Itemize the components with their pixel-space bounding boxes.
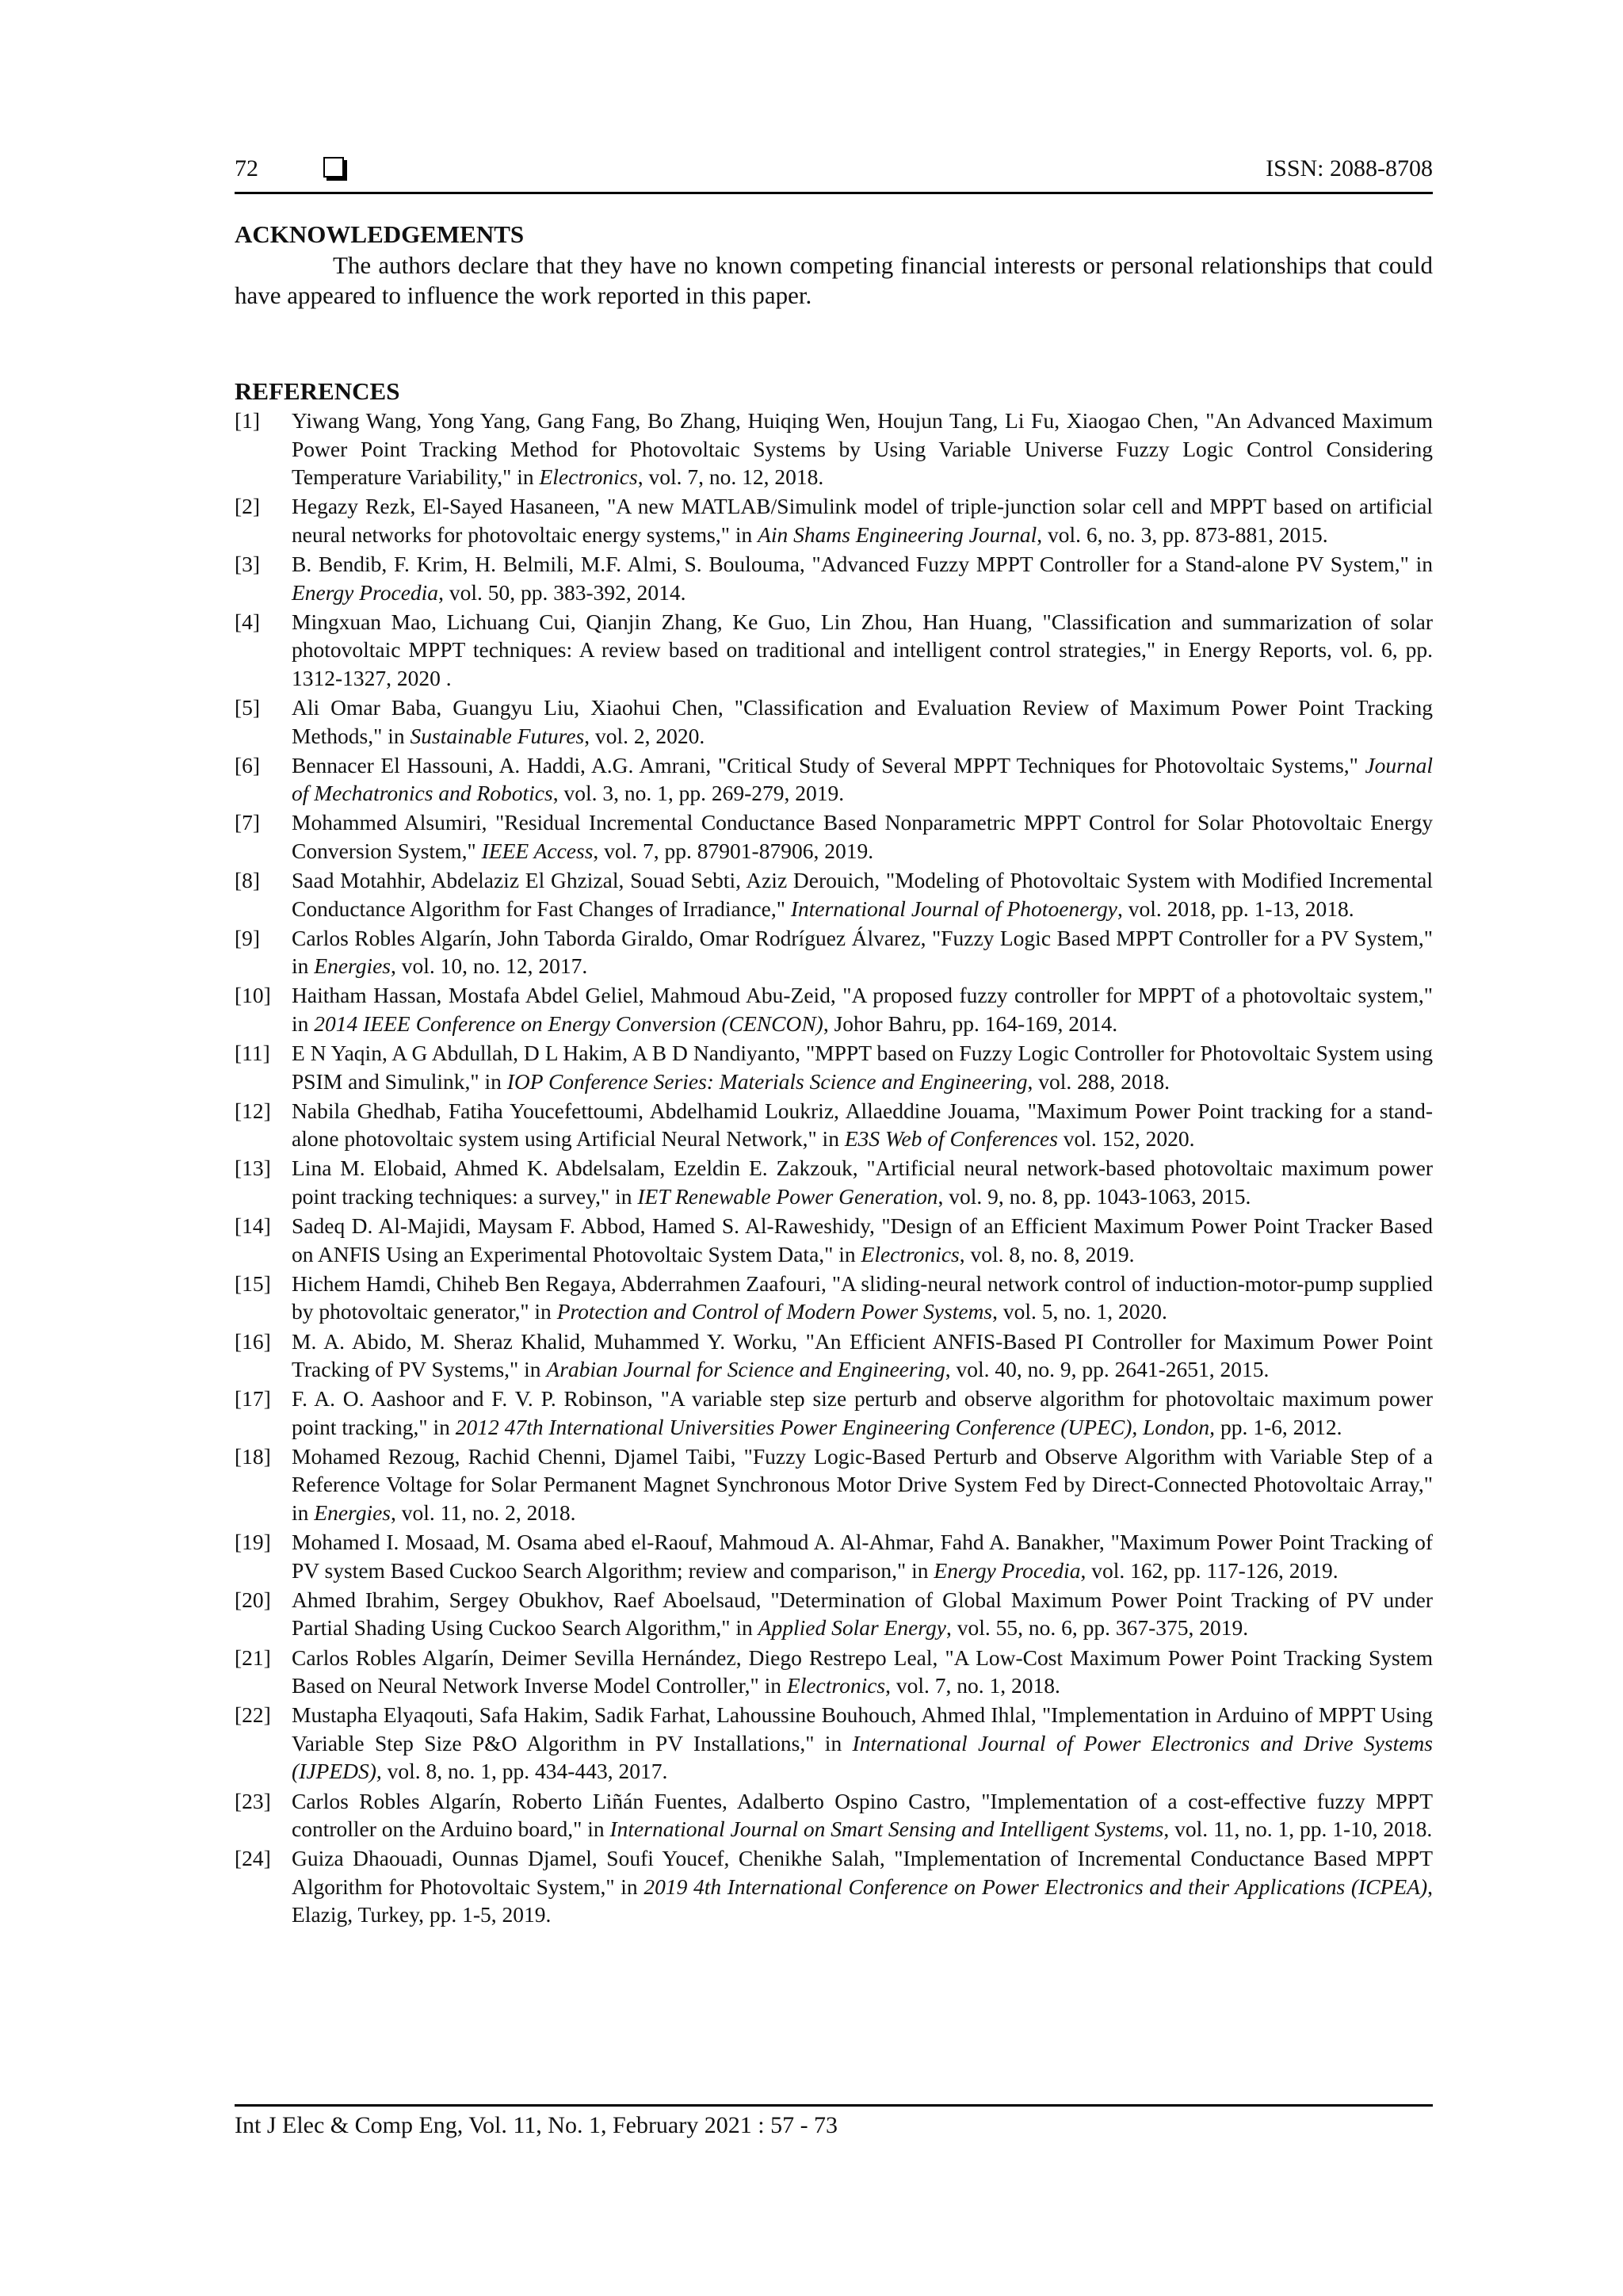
- reference-details: , Johor Bahru, pp. 164-169, 2014.: [823, 1010, 1118, 1036]
- reference-details: , vol. 2018, pp. 1-13, 2018.: [1117, 896, 1354, 921]
- reference-item: [235, 693, 1433, 750]
- reference-authors-title: Sadeq D. Al-Majidi, Maysam F. Abbod, Hamed S. Al-Raweshidy, "Design of an Efficient Maximum Power Point Tracker Based on ANFIS Using an Experimental Photovoltaic System Data," in: [292, 1213, 1433, 1266]
- reference-text: [292, 1787, 1433, 1843]
- reference-venue: Journal of Mechatronics and Robotics: [292, 752, 1433, 806]
- reference-venue: Electronics: [786, 1673, 886, 1698]
- reference-text: [292, 1586, 1433, 1642]
- reference-number: [10]: [235, 983, 271, 1008]
- reference-venue: Sustainable Futures: [410, 723, 585, 748]
- reference-details: , vol. 9, no. 8, pp. 1043-1063, 2015.: [938, 1184, 1251, 1209]
- reference-text: [292, 407, 1433, 491]
- reference-venue: Arabian Journal for Science and Engineering: [546, 1357, 945, 1382]
- reference-authors-title: Haitham Hassan, Mostafa Abdel Geliel, Mahmoud Abu-Zeid, "A proposed fuzzy controller for MPPT of a photovoltaic system," in: [292, 983, 1433, 1036]
- reference-authors-title: Saad Motahhir, Abdelaziz El Ghzizal, Souad Sebti, Aziz Derouich, "Modeling of Photovoltaic System with Modified Incremental Conductance Algorithm for Fast Changes of Irradiance,": [292, 868, 1433, 921]
- reference-number: [8]: [235, 868, 261, 892]
- reference-venue: Energies: [314, 1500, 391, 1526]
- reference-number: [4]: [235, 609, 261, 634]
- reference-venue: International Journal of Power Electronics and Drive Systems (IJPEDS),: [292, 1730, 1433, 1784]
- reference-text: [292, 693, 1433, 750]
- reference-details: , vol. 11, no. 1, pp. 1-10, 2018.: [1163, 1817, 1433, 1842]
- reference-text: [292, 492, 1433, 548]
- reference-venue: Electronics: [861, 1241, 960, 1266]
- reference-text: [292, 808, 1433, 865]
- reference-text: [292, 550, 1433, 606]
- reference-venue: 2012 47th International Universities Power Engineering Conference (UPEC), London,: [455, 1414, 1216, 1439]
- reference-text: [292, 1212, 1433, 1268]
- reference-venue: International Journal of Photoenergy: [790, 896, 1117, 921]
- reference-venue: 2019 4th International Conference on Power Electronics and their Applications (ICPEA): [643, 1874, 1428, 1899]
- reference-details: , vol. 288, 2018.: [1027, 1068, 1170, 1094]
- reference-number: [15]: [235, 1270, 271, 1296]
- reference-venue: Energy Procedia: [292, 579, 439, 605]
- reference-item: [235, 866, 1433, 923]
- reference-details: , vol. 3, no. 1, pp. 269-279, 2019.: [552, 781, 845, 806]
- reference-number: [21]: [235, 1645, 271, 1670]
- reference-authors-title: Nabila Ghedhab, Fatiha Youcefettoumi, Abdelhamid Loukriz, Allaeddine Jouama, "Maximum Power Point tracking for a stand-alone photovoltaic system using Artificial Neural Network," in: [292, 1098, 1433, 1152]
- reference-authors-title: E N Yaqin, A G Abdullah, D L Hakim, A B D Nandiyanto, "MPPT based on Fuzzy Logic Controller for Photovoltaic System using PSIM and Simulink," in: [292, 1041, 1433, 1094]
- acknowledgements-body: The authors declare that they have no known competing financial interests or personal relationships that could have appeared to influence the work reported in this paper.: [235, 251, 1433, 309]
- reference-authors-title: M. A. Abido, M. Sheraz Khalid, Muhammed Y. Worku, "An Efficient ANFIS-Based PI Controller for Maximum Power Point Tracking of PV Systems," in: [292, 1328, 1433, 1382]
- reference-text: [292, 1701, 1433, 1786]
- reference-text: [292, 1844, 1433, 1929]
- reference-text: [292, 981, 1433, 1037]
- reference-authors-title: F. A. O. Aashoor and F. V. P. Robinson, "A variable step size perturb and observe algorithm for photovoltaic maximum power point tracking," in: [292, 1386, 1433, 1439]
- page-number: 72: [235, 155, 258, 181]
- reference-text: [292, 1154, 1433, 1210]
- reference-authors-title: B. Bendib, F. Krim, H. Belmili, M.F. Almi, S. Boulouma, "Advanced Fuzzy MPPT Controller for a Stand-alone PV System," in: [292, 551, 1433, 576]
- reference-list: [235, 407, 1433, 1930]
- reference-authors-title: Carlos Robles Algarín, Deimer Sevilla Hernández, Diego Restrepo Leal, "A Low-Cost Maximum Power Point Tracking System Based on Neural Network Inverse Model Controller," in: [292, 1645, 1433, 1698]
- reference-item: [235, 1039, 1433, 1095]
- reference-details: vol. 152, 2020.: [1057, 1126, 1195, 1152]
- reference-text: [292, 1270, 1433, 1326]
- reference-venue: IOP Conference Series: Materials Science and Engineering: [506, 1068, 1028, 1094]
- references-heading: REFERENCES: [235, 377, 400, 405]
- reference-number: [3]: [235, 551, 261, 576]
- reference-number: [18]: [235, 1443, 271, 1469]
- reference-item: [235, 1844, 1433, 1929]
- reference-number: [1]: [235, 408, 261, 433]
- reference-text: [292, 866, 1433, 923]
- reference-text: [292, 1097, 1433, 1153]
- reference-text: [292, 1644, 1433, 1700]
- reference-authors-title: Mustapha Elyaqouti, Safa Hakim, Sadik Farhat, Lahoussine Bouhouch, Ahmed Ihlal, "Implementation in Arduino of MPPT Using Variable Step Size P&O Algorithm in PV Installations," in: [292, 1702, 1433, 1755]
- checkbox-square-icon: [323, 157, 344, 178]
- reference-venue: Protection and Control of Modern Power Systems: [556, 1299, 993, 1324]
- reference-item: [235, 1528, 1433, 1584]
- reference-details: , vol. 7, no. 12, 2018.: [637, 464, 824, 490]
- reference-text: [292, 1528, 1433, 1584]
- acknowledgements-heading: ACKNOWLEDGEMENTS: [235, 220, 525, 248]
- reference-text: [292, 1442, 1433, 1527]
- reference-venue: International Journal on Smart Sensing and Intelligent Systems: [609, 1817, 1164, 1842]
- footer-citation: Int J Elec & Comp Eng, Vol. 11, No. 1, February 2021 : 57 - 73: [235, 2112, 838, 2138]
- reference-text: [292, 1039, 1433, 1095]
- reference-number: [13]: [235, 1156, 271, 1181]
- reference-item: [235, 1644, 1433, 1700]
- reference-item: [235, 981, 1433, 1037]
- reference-venue: 2014 IEEE Conference on Energy Conversion (CENCON): [314, 1010, 823, 1036]
- reference-details: , vol. 11, no. 2, 2018.: [391, 1500, 576, 1526]
- reference-item: [235, 608, 1433, 693]
- reference-number: [12]: [235, 1098, 271, 1123]
- reference-details: , vol. 162, pp. 117-126, 2019.: [1080, 1557, 1338, 1583]
- reference-text: [292, 608, 1433, 693]
- footer-rule: [235, 2104, 1433, 2107]
- reference-authors-title: Bennacer El Hassouni, A. Haddi, A.G. Amrani, "Critical Study of Several MPPT Techniques for Photovoltaic Systems,": [292, 752, 1365, 777]
- reference-details: , vol. 5, no. 1, 2020.: [992, 1299, 1167, 1324]
- reference-details: , vol. 2, 2020.: [584, 723, 705, 748]
- reference-details: , vol. 10, no. 12, 2017.: [391, 953, 588, 979]
- reference-number: [20]: [235, 1587, 271, 1612]
- reference-authors-title: Mohammed Alsumiri, "Residual Incremental Conductance Based Nonparametric MPPT Control for Solar Photovoltaic Energy Conversion System,": [292, 810, 1433, 863]
- reference-venue: Energies: [314, 953, 391, 979]
- reference-authors-title: Hichem Hamdi, Chiheb Ben Regaya, Abderrahmen Zaafouri, "A sliding-neural network control of induction-motor-pump supplied by photovoltaic generator," in: [292, 1270, 1433, 1324]
- reference-details: , Elazig, Turkey, pp. 1-5, 2019.: [292, 1874, 1433, 1927]
- reference-details: , vol. 7, no. 1, 2018.: [885, 1673, 1060, 1698]
- reference-authors-title: Hegazy Rezk, El-Sayed Hasaneen, "A new MATLAB/Simulink model of triple-junction solar cell and MPPT based on artificial neural networks for photovoltaic energy systems," in: [292, 494, 1433, 547]
- reference-number: [5]: [235, 694, 261, 720]
- reference-details: , vol. 50, pp. 383-392, 2014.: [438, 579, 686, 605]
- reference-details: , vol. 6, no. 3, pp. 873-881, 2015.: [1037, 521, 1328, 547]
- reference-number: [16]: [235, 1328, 271, 1354]
- page-header: [235, 151, 1433, 194]
- reference-number: [23]: [235, 1788, 271, 1813]
- reference-number: [9]: [235, 925, 261, 950]
- reference-details: , vol. 40, no. 9, pp. 2641-2651, 2015.: [945, 1357, 1270, 1382]
- reference-text: [292, 924, 1433, 980]
- reference-number: [19]: [235, 1530, 271, 1555]
- reference-item: [235, 1442, 1433, 1527]
- reference-number: [17]: [235, 1386, 271, 1412]
- reference-item: [235, 808, 1433, 865]
- reference-number: [22]: [235, 1702, 271, 1728]
- reference-details: , vol. 8, no. 8, 2019.: [959, 1241, 1135, 1266]
- reference-text: [292, 1328, 1433, 1384]
- reference-venue: Applied Solar Energy: [758, 1615, 946, 1641]
- reference-item: [235, 1097, 1433, 1153]
- reference-authors-title: Mohamed Rezoug, Rachid Chenni, Djamel Taibi, "Fuzzy Logic-Based Perturb and Observe Algorithm with Variable Step of a Reference Voltage for Solar Permanent Magnet Synchronous Motor Drive System Fed by Direct-Connected Photovoltaic Array," in: [292, 1443, 1433, 1526]
- reference-item: [235, 1270, 1433, 1326]
- reference-authors-title: Carlos Robles Algarín, John Taborda Giraldo, Omar Rodríguez Álvarez, "Fuzzy Logic Based MPPT Controller for a PV System," in: [292, 925, 1433, 979]
- reference-number: [14]: [235, 1213, 271, 1239]
- reference-details: , vol. 7, pp. 87901-87906, 2019.: [593, 838, 874, 863]
- reference-details: , vol. 55, no. 6, pp. 367-375, 2019.: [945, 1615, 1249, 1641]
- reference-venue: IEEE Access: [481, 838, 594, 863]
- reference-authors-title: Carlos Robles Algarín, Roberto Liñán Fuentes, Adalberto Ospino Castro, "Implementation of a cost-effective fuzzy MPPT controller on the Arduino board," in: [292, 1788, 1433, 1842]
- reference-venue: Ain Shams Engineering Journal: [758, 521, 1037, 547]
- reference-number: [11]: [235, 1041, 270, 1066]
- reference-item: [235, 407, 1433, 491]
- reference-number: [2]: [235, 494, 261, 519]
- reference-item: [235, 550, 1433, 606]
- reference-authors-title: Yiwang Wang, Yong Yang, Gang Fang, Bo Zhang, Huiqing Wen, Houjun Tang, Li Fu, Xiaogao Chen, "An Advanced Maximum Power Point Tracking Method for Photovoltaic Systems by Using Variable Universe Fuzzy Logic Control Considering Temperature Variability," in: [292, 408, 1433, 490]
- reference-venue: Electronics: [539, 464, 638, 490]
- reference-authors-title: Mohamed I. Mosaad, M. Osama abed el-Raouf, Mahmoud A. Al-Ahmar, Fahd A. Banakher, "Maximum Power Point Tracking of PV system Based Cuckoo Search Algorithm; review and comparison," in: [292, 1530, 1433, 1583]
- reference-venue: IET Renewable Power Generation: [637, 1184, 938, 1209]
- reference-item: [235, 924, 1433, 980]
- reference-item: [235, 1154, 1433, 1210]
- reference-authors-title: Mingxuan Mao, Lichuang Cui, Qianjin Zhang, Ke Guo, Lin Zhou, Han Huang, "Classification and summarization of solar photovoltaic MPPT techniques: A review based on traditional and intelligent control strategies," in Energy Reports, vol. 6, pp. 1312-1327, 2020 .: [292, 609, 1433, 690]
- reference-number: [6]: [235, 752, 261, 777]
- reference-authors-title: Ahmed Ibrahim, Sergey Obukhov, Raef Aboelsaud, "Determination of Global Maximum Power Point Tracking of PV under Partial Shading Using Cuckoo Search Algorithm," in: [292, 1587, 1433, 1641]
- issn-label: ISSN: 2088-8708: [1266, 155, 1433, 181]
- reference-text: [292, 751, 1433, 808]
- reference-item: [235, 1701, 1433, 1786]
- reference-authors-title: Lina M. Elobaid, Ahmed K. Abdelsalam, Ezeldin E. Zakzouk, "Artificial neural network-based photovoltaic maximum power point tracking techniques: a survey," in: [292, 1156, 1433, 1209]
- reference-item: [235, 1212, 1433, 1268]
- reference-item: [235, 1586, 1433, 1642]
- reference-item: [235, 751, 1433, 808]
- reference-venue: Energy Procedia: [934, 1557, 1081, 1583]
- reference-number: [7]: [235, 810, 261, 835]
- reference-authors-title: Guiza Dhaouadi, Ounnas Djamel, Soufi Youcef, Chenikhe Salah, "Implementation of Incremental Conductance Based MPPT Algorithm for Photovoltaic System," in: [292, 1846, 1433, 1899]
- reference-venue: E3S Web of Conferences: [844, 1126, 1058, 1152]
- reference-item: [235, 492, 1433, 548]
- reference-item: [235, 1787, 1433, 1843]
- reference-details: vol. 8, no. 1, pp. 434-443, 2017.: [381, 1759, 668, 1784]
- reference-authors-title: Ali Omar Baba, Guangyu Liu, Xiaohui Chen, "Classification and Evaluation Review of Maximum Power Point Tracking Methods," in: [292, 694, 1433, 748]
- reference-item: [235, 1328, 1433, 1384]
- reference-number: [24]: [235, 1846, 271, 1871]
- reference-text: [292, 1385, 1433, 1441]
- reference-details: pp. 1-6, 2012.: [1215, 1414, 1342, 1439]
- reference-item: [235, 1385, 1433, 1441]
